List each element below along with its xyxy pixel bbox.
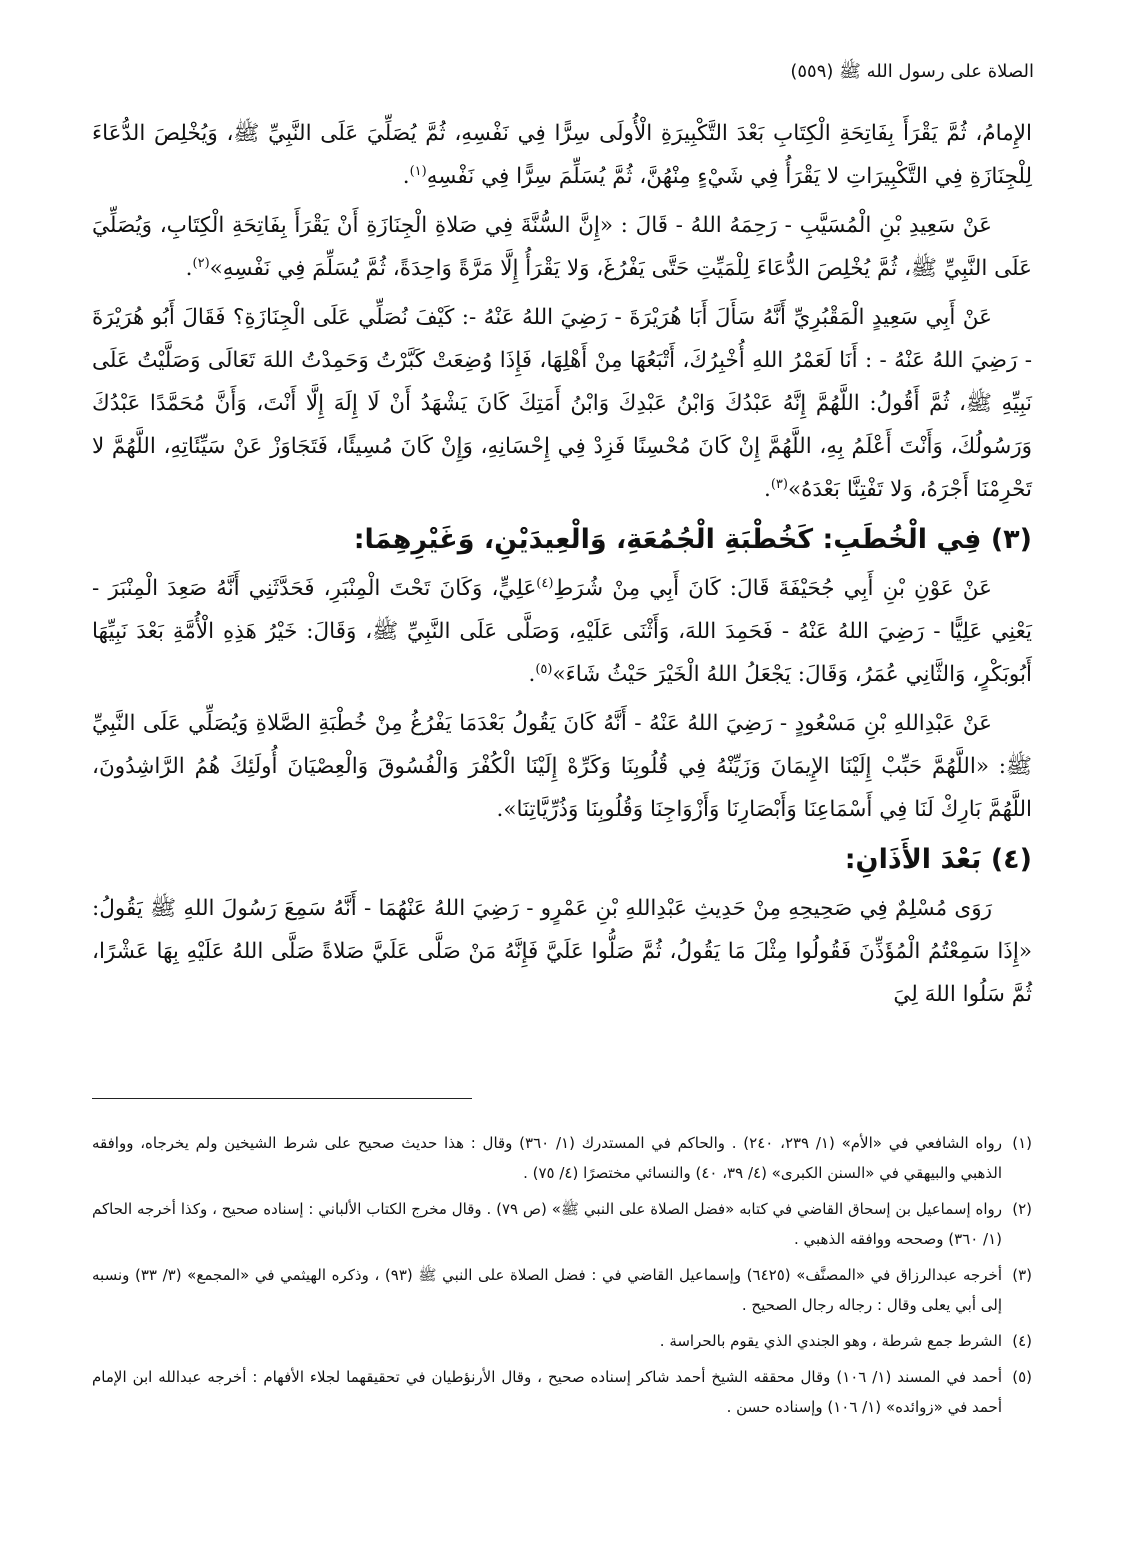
section-heading-4: (٤) بَعْدَ الأَذَانِ: — [844, 844, 1032, 875]
footnote-ref-2[interactable]: (٢) — [192, 255, 210, 271]
paragraph-2-text: عَنْ سَعِيدِ بْنِ الْمُسَيَّبِ - رَحِمَهُ اللهُ - قَالَ : «إِنَّ السُّنَّةَ فِي صَلاةِ الْجِنَازَةِ أَنْ يَقْرَأَ بِفَاتِحَةِ الْكِتَابِ، وَيُصَلِّيَ عَلَى النَّبِيِّ ﷺ، ثُمَّ يُخْلِصَ الدُّعَاءَ لِلْمَيِّتِ حَتَّى يَفْرُغَ، وَلا يَقْرَأُ إِلَّا مَرَّةً وَاحِدَةً، ثُمَّ يُسَلِّمَ فِي نَفْسِهِ» — [92, 213, 1032, 281]
paragraph-3-end: . — [763, 477, 771, 502]
footnote-divider — [92, 1098, 472, 1099]
footnote-text: الشرط جمع شرطة ، وهو الجندي الذي يقوم بالحراسة . — [659, 1332, 1002, 1350]
footnote-ref-1[interactable]: (١) — [409, 163, 427, 179]
paragraph-2-end: . — [185, 256, 193, 281]
running-header: الصلاة على رسول الله ﷺ (٥٥٩) — [790, 61, 1034, 82]
footnote-3 — [92, 1260, 1032, 1320]
footnote-ref-5[interactable]: (٥) — [535, 661, 553, 677]
paragraph-5: عَنْ عَبْدِاللهِ بْنِ مَسْعُودٍ - رَضِيَ اللهُ عَنْهُ - أَنَّهُ كَانَ يَقُولُ بَعْدَمَا يَفْرُغُ مِنْ خُطْبَةِ الصَّلاةِ وَيُصَلِّي عَلَى النَّبِيِّ ﷺ: «اللَّهُمَّ حَبِّبْ إِلَيْنَا الإِيمَانَ وَزَيِّنْهُ فِي قُلُوبِنَا وَكَرِّهْ إِلَيْنَا الْكُفْرَ وَالْفُسُوقَ وَالْعِصْيَانَ أُولَئِكَ هُمُ الرَّاشِدُونَ، اللَّهُمَّ بَارِكْ لَنَا فِي أَسْمَاعِنَا وَأَبْصَارِنَا وَأَزْوَاجِنَا وَقُلُوبِنَا وَذُرِّيَّاتِنَا». — [92, 711, 1032, 822]
footnote-2 — [92, 1194, 1032, 1254]
footnote-number: (٥) — [1012, 1368, 1032, 1386]
paragraph-1-text: الإِمامُ، ثُمَّ يَقْرَأَ بِفَاتِحَةِ الْكِتَابِ بَعْدَ التَّكْبِيرَةِ الْأُولَى سِرًّا فِي نَفْسِهِ، ثُمَّ يُصَلِّيَ عَلَى النَّبِيِّ ﷺ، وَيُخْلِصَ الدُّعَاءَ لِلْجِنَازَةِ فِي التَّكْبِيرَاتِ لا يَقْرَأُ فِي شَيْءٍ مِنْهُنَّ، ثُمَّ يُسَلِّمَ سِرًّا فِي نَفْسِهِ — [92, 121, 1032, 189]
paragraph-3 — [92, 296, 1032, 511]
paragraph-6: رَوَى مُسْلِمٌ فِي صَحِيحِهِ مِنْ حَدِيثِ عَبْدِاللهِ بْنِ عَمْرٍو - رَضِيَ اللهُ عَنْهُمَا - أَنَّهُ سَمِعَ رَسُولَ اللهِ ﷺ يَقُولُ: «إِذَا سَمِعْتُمُ الْمُؤَذِّنَ فَقُولُوا مِثْلَ مَا يَقُولُ، ثُمَّ صَلُّوا عَلَيَّ فَإِنَّهُ مَنْ صَلَّى عَلَيَّ صَلاةً صَلَّى اللهُ عَلَيْهِ بِهَا عَشْرًا، ثُمَّ سَلُوا اللهَ لِيَ — [92, 896, 1032, 1007]
paragraph-2 — [92, 204, 1032, 290]
footnotes — [92, 1128, 1032, 1428]
footnote-ref-3[interactable]: (٣) — [770, 476, 788, 492]
footnote-4 — [92, 1326, 1032, 1356]
footnote-text: أحمد في المسند (١/ ١٠٦) وقال محققه الشيخ أحمد شاكر إسناده صحيح ، وقال الأرنؤطيان في تحقيقهما لجلاء الأفهام : أخرجه عبدالله ابن الإمام أحمد في «زوائده» (١/ ١٠٦) وإسناده حسن . — [92, 1368, 1002, 1416]
paragraph-1-end: . — [402, 164, 410, 189]
footnote-5 — [92, 1362, 1032, 1422]
footnote-text: رواه إسماعيل بن إسحاق القاضي في كتابه «فضل الصلاة على النبي ﷺ» (ص ٧٩) . وقال مخرج الكتاب الألباني : إسناده صحيح ، وكذا أخرجه الحاكم (١/ ٣٦٠) وصححه ووافقه الذهبي . — [92, 1200, 1003, 1248]
footnote-text: رواه الشافعي في «الأم» (١/ ٢٣٩، ٢٤٠) . والحاكم في المستدرك (١/ ٣٦٠) وقال : هذا حديث صحيح على شرط الشيخين ولم يخرجاه، ووافقه الذهبي والبيهقي في «السنن الكبرى» (٤/ ٣٩، ٤٠) والنسائي مختصرًا (٤/ ٧٥) . — [92, 1134, 1002, 1182]
paragraph-4-text-b: عَلِيٍّ، وَكَانَ تَحْتَ الْمِنْبَرِ، فَحَدَّثَنِي أَنَّهُ صَعِدَ الْمِنْبَرَ - يَعْنِي عَلِيًّا - رَضِيَ اللهُ عَنْهُ - فَحَمِدَ اللهَ، وَأَثْنَى عَلَيْهِ، وَصَلَّى عَلَى النَّبِيِّ ﷺ، وَقَالَ: خَيْرُ هَذِهِ الْأُمَّةِ بَعْدَ نَبِيِّهَا أَبُوبَكْرٍ، وَالثَّانِي عُمَرُ، وَقَالَ: يَجْعَلُ اللهُ الْخَيْرَ حَيْثُ شَاءَ» — [92, 576, 1032, 687]
section-heading-3: (٣) فِي الْخُطَبِ: كَخُطْبَةِ الْجُمُعَةِ، وَالْعِيدَيْنِ، وَغَيْرِهِمَا: — [353, 524, 1032, 555]
footnote-1 — [92, 1128, 1032, 1188]
footnote-number: (٢) — [1012, 1200, 1032, 1218]
paragraph-4-text: عَنْ عَوْنِ بْنِ أَبِي جُحَيْفَةَ قَالَ: كَانَ أَبِي مِنْ شُرَطِ — [553, 576, 992, 601]
main-text — [92, 112, 1032, 1022]
footnote-text: أخرجه عبدالرزاق في «المصنَّف» (٦٤٢٥) وإسماعيل القاضي في : فضل الصلاة على النبي ﷺ (٩٣) ، وذكره الهيثمي في «المجمع» (٣/ ٣٣) ونسبه إلى أبي يعلى وقال : رجاله رجال الصحيح . — [92, 1266, 1002, 1314]
footnote-number: (٣) — [1012, 1266, 1032, 1284]
footnote-number: (٤) — [1012, 1332, 1032, 1350]
paragraph-1 — [92, 112, 1032, 198]
paragraph-4-end: . — [528, 662, 536, 687]
footnote-ref-4[interactable]: (٤) — [536, 575, 554, 591]
footnote-number: (١) — [1012, 1134, 1032, 1152]
paragraph-4 — [92, 567, 1032, 696]
paragraph-3-text: عَنْ أَبِي سَعِيدٍ الْمَقْبُرِيِّ أَنَّهُ سَأَلَ أَبَا هُرَيْرَةَ - رَضِيَ اللهُ عَنْهُ -: كَيْفَ نُصَلِّي عَلَى الْجِنَازَةِ؟ فَقَالَ أَبُو هُرَيْرَةَ - رَضِيَ اللهُ عَنْهُ - : أَنَا لَعَمْرُ اللهِ أُخْبِرُكَ، أَتْبَعُهَا مِنْ أَهْلِهَا، فَإِذَا وُضِعَتْ كَبَّرْتُ وَحَمِدْتُ اللهَ تَعَالَى وَصَلَّيْتُ عَلَى نَبِيِّهِ ﷺ، ثُمَّ أَقُولُ: اللَّهُمَّ إِنَّهُ عَبْدُكَ وَابْنُ عَبْدِكَ وَابْنُ أَمَتِكَ كَانَ يَشْهَدُ أَنْ لَا إِلَهَ إِلَّا أَنْتَ، وَأَنَّ مُحَمَّدًا عَبْدُكَ وَرَسُولُكَ، وَأَنْتَ أَعْلَمُ بِهِ، اللَّهُمَّ إِنْ كَانَ مُحْسِنًا فَزِدْ فِي إِحْسَانِهِ، وَإِنْ كَانَ مُسِيئًا، فَتَجَاوَزْ عَنْ سَيِّئَاتِهِ، اللَّهُمَّ لا تَحْرِمْنَا أَجْرَهُ، وَلا تَفْتِنَّا بَعْدَهُ» — [92, 305, 1032, 502]
